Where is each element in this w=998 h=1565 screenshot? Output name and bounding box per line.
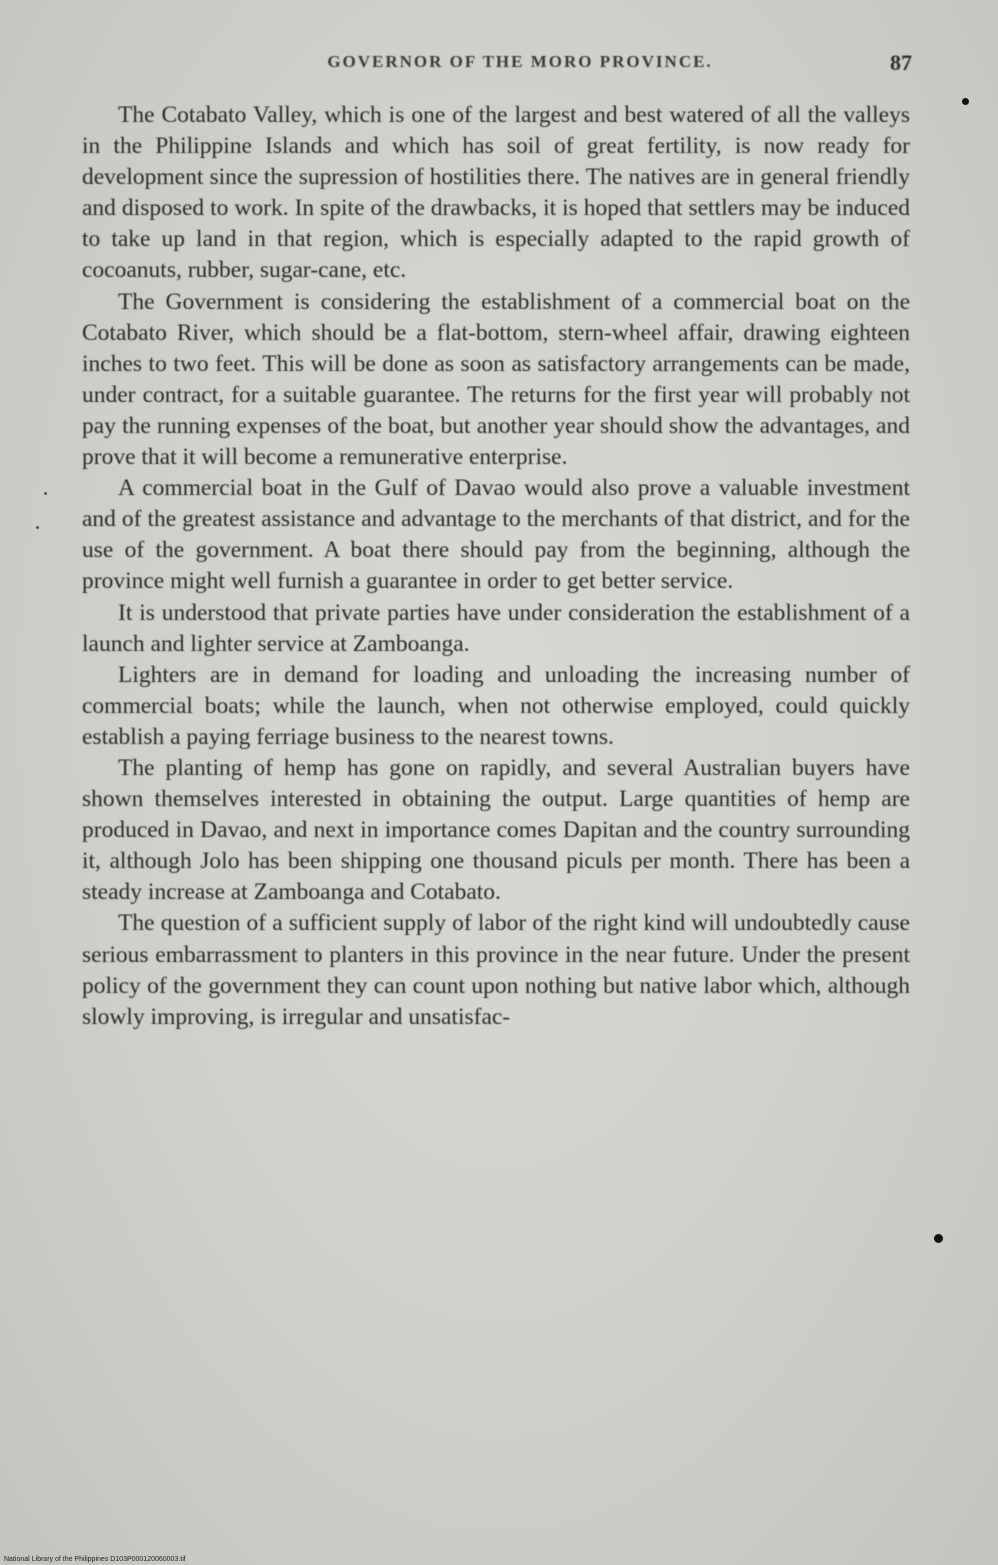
margin-dot-mark <box>962 98 969 105</box>
running-head: GOVERNOR OF THE MORO PROVINCE. <box>327 52 713 71</box>
margin-speck <box>36 526 39 529</box>
paragraph-cotabato-river-boat: The Government is considering the establishment of a commercial boat on the Cotabato River, which should be a flat-bottom, stern-wheel affair, drawing eighteen inches to two feet. This will be done as soon as satisfactory arrangements can be made, under contract, for a suitable guarantee. The returns for the first year will probably not pay the running expenses of the boat, but another year should show the advantages, and prove that it will become a remunerative enterprise. <box>82 288 910 471</box>
paragraph-labor: The question of a sufficient supply of labor of the right kind will undoubtedly cause serious embarrassment to planters in this province in the near future. Under the present policy of the government they can count upon nothing but native labor which, although slowly improving, is irregular and unsatisfac- <box>82 910 910 1030</box>
paragraph-hemp: The planting of hemp has gone on rapidly, and several Australian buyers have shown themselves interested in obtaining the output. Large quantities of hemp are produced in Davao, and next in importance comes Dapitan and the country surrounding it, although Jolo has been shipping one thousand piculs per month. There has been a steady increase at Zamboanga and Cotabato. <box>82 754 910 906</box>
body-text <box>82 100 910 1033</box>
page-header <box>120 52 920 82</box>
margin-speck <box>44 492 47 495</box>
paragraph-davao-boat: A commercial boat in the Gulf of Davao would also prove a valuable investment and of the greatest assistance and advantage to the merchants of that district, and for the use of the government. A boat there should pay from the beginning, although the province might well furnish a guarantee in order to get better service. <box>82 475 910 595</box>
margin-dot-mark <box>934 1234 943 1243</box>
paragraph-lighters: Lighters are in demand for loading and unloading the increasing number of commercial boats; while the launch, when not otherwise employed, could quickly establish a paying ferriage business to the nearest towns. <box>82 661 910 750</box>
scan-credit: National Library of the Philippines D103P000120060003.tif <box>4 1556 186 1563</box>
page-number: 87 <box>890 50 912 75</box>
paragraph-cotabato-valley: The Cotabato Valley, which is one of the largest and best watered of all the valleys in the Philippine Islands and which has soil of great fertility, is now ready for development since the supression of hostilities there. The natives are in general friendly and disposed to work. In spite of the drawbacks, it is hoped that settlers may be induced to take up land in that region, which is especially adapted to the rapid growth of cocoanuts, rubber, sugar-cane, etc. <box>82 102 910 284</box>
paragraph-zamboanga-launch: It is understood that private parties have under consideration the establishment of a launch and lighter service at Zamboanga. <box>82 599 910 657</box>
